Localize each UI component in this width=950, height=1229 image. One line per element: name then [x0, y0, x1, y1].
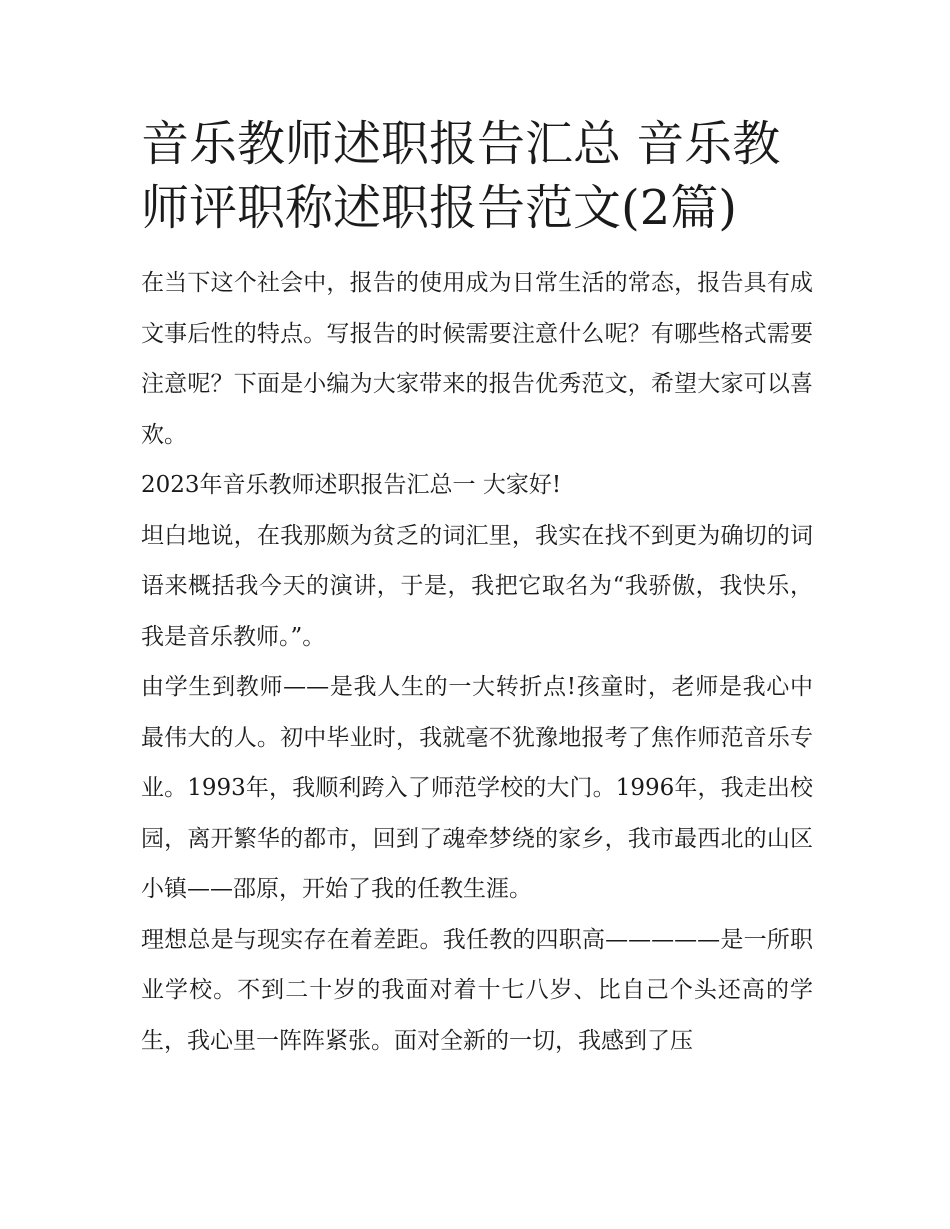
intro-paragraph: 在当下这个社会中，报告的使用成为日常生活的常态，报告具有成文事后性的特点。写报告的时候需要注意什么呢？有哪些格式需要注意呢？下面是小编为大家带来的报告优秀范文，希望大家可以喜欢。 — [141, 270, 813, 448]
section-heading-paragraph: 2023年音乐教师述职报告汇总一 大家好! — [141, 472, 562, 498]
document-page — [141, 112, 813, 1066]
body-paragraph: 坦白地说，在我那颇为贫乏的词汇里，我实在找不到更为确切的词语来概括我今天的演讲，于是，我把它取名为“我骄傲，我快乐，我是音乐教师。”。 — [141, 522, 813, 650]
document-title: 音乐教师述职报告汇总 音乐教师评职称述职报告范文(2篇) — [141, 116, 781, 236]
body-paragraph: 理想总是与现实存在着差距。我任教的四职高—————是一所职业学校。不到二十岁的我面对着十七八岁、比自己个头还高的学生，我心里一阵阵紧张。面对全新的一切，我感到了压 — [141, 926, 813, 1054]
body-paragraph: 由学生到教师——是我人生的一大转折点!孩童时，老师是我心中最伟大的人。初中毕业时，我就毫不犹豫地报考了焦作师范音乐专业。1993年，我顺利跨入了师范学校的大门。1996年，我走出校园，离开繁华的都市，回到了魂牵梦绕的家乡，我市最西北的山区小镇——邵原，开始了我的任教生涯。 — [141, 674, 813, 902]
